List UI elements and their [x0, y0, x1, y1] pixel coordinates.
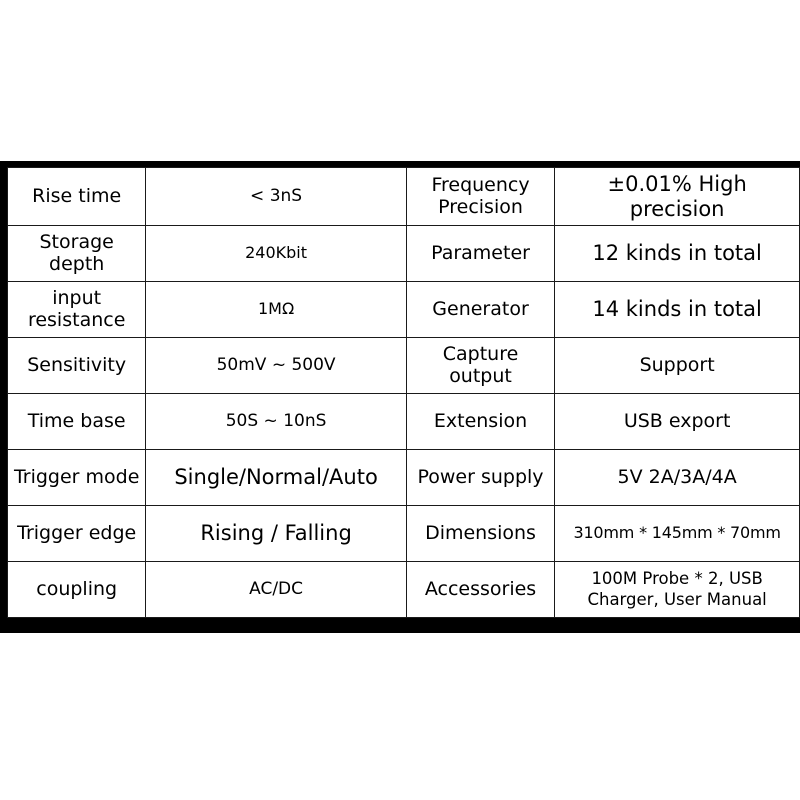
spec-label-text: Parameter [431, 241, 530, 264]
table-row [8, 168, 800, 226]
spec-label [8, 226, 146, 282]
spec-label [406, 338, 554, 394]
spec-value [146, 338, 406, 394]
spec-label [406, 450, 554, 506]
spec-label-text: Sensitivity [27, 353, 127, 376]
spec-value [146, 450, 406, 506]
spec-value [555, 394, 800, 450]
spec-value [146, 168, 406, 226]
spec-value-text: Rising / Falling [200, 521, 352, 546]
spec-label [8, 562, 146, 618]
spec-label [406, 168, 554, 226]
spec-value-text: < 3nS [250, 185, 303, 206]
table-row [8, 338, 800, 394]
spec-value-text: 240Kbit [245, 243, 308, 263]
table-row [8, 394, 800, 450]
table-row [8, 450, 800, 506]
spec-label [8, 450, 146, 506]
spec-value-text: 5V 2A/3A/4A [617, 465, 737, 488]
spec-value [555, 226, 800, 282]
spec-label-text: Time base [27, 409, 126, 432]
table-row [8, 506, 800, 562]
spec-value [555, 282, 800, 338]
spec-value [555, 450, 800, 506]
spec-label [406, 226, 554, 282]
spec-label-text: Extension [433, 409, 528, 432]
spec-label-text: Trigger mode [13, 465, 140, 488]
spec-label [8, 506, 146, 562]
spec-value-text: ±0.01% High precision [607, 172, 747, 221]
spec-value [146, 506, 406, 562]
spec-label [406, 562, 554, 618]
spec-table [7, 167, 800, 618]
spec-value [555, 506, 800, 562]
table-row [8, 282, 800, 338]
spec-label [8, 282, 146, 338]
spec-value [555, 562, 800, 618]
spec-label-text: Power supply [417, 465, 544, 488]
spec-label-text: Rise time [32, 184, 122, 207]
spec-value-text: 50mV ~ 500V [216, 354, 336, 375]
spec-sheet [0, 161, 800, 633]
spec-value [146, 562, 406, 618]
spec-label [8, 168, 146, 226]
spec-label [8, 338, 146, 394]
spec-label-text: Dimensions [425, 521, 536, 544]
table-row [8, 562, 800, 618]
spec-label [406, 506, 554, 562]
spec-value [555, 338, 800, 394]
spec-value-text: Support [639, 353, 715, 376]
spec-value-text: 1MΩ [257, 299, 295, 319]
spec-value-text: 50S ~ 10nS [225, 410, 327, 431]
spec-value [555, 168, 800, 226]
spec-label-text: Generator [432, 297, 529, 320]
spec-value-text: 100M Probe * 2, USB Charger, User Manual [587, 568, 767, 609]
spec-label [406, 394, 554, 450]
spec-label [406, 282, 554, 338]
spec-label-text: Accessories [424, 577, 537, 600]
spec-label-text: Trigger edge [17, 521, 137, 544]
spec-value [146, 394, 406, 450]
spec-value [146, 226, 406, 282]
spec-value-text: 310mm * 145mm * 70mm [573, 523, 781, 543]
spec-value-text: 12 kinds in total [592, 241, 762, 266]
spec-label-text: Capture output [442, 342, 519, 387]
spec-label-text: Frequency Precision [431, 173, 530, 218]
spec-value-text: 14 kinds in total [592, 297, 762, 322]
spec-value-text: USB export [623, 409, 731, 432]
spec-value-text: AC/DC [249, 578, 304, 599]
spec-label-text: coupling [36, 577, 118, 600]
spec-label-text: Storage depth [39, 230, 114, 275]
spec-label-text: input resistance [27, 286, 126, 331]
table-row [8, 226, 800, 282]
spec-label [8, 394, 146, 450]
spec-value [146, 282, 406, 338]
spec-value-text: Single/Normal/Auto [174, 465, 378, 490]
